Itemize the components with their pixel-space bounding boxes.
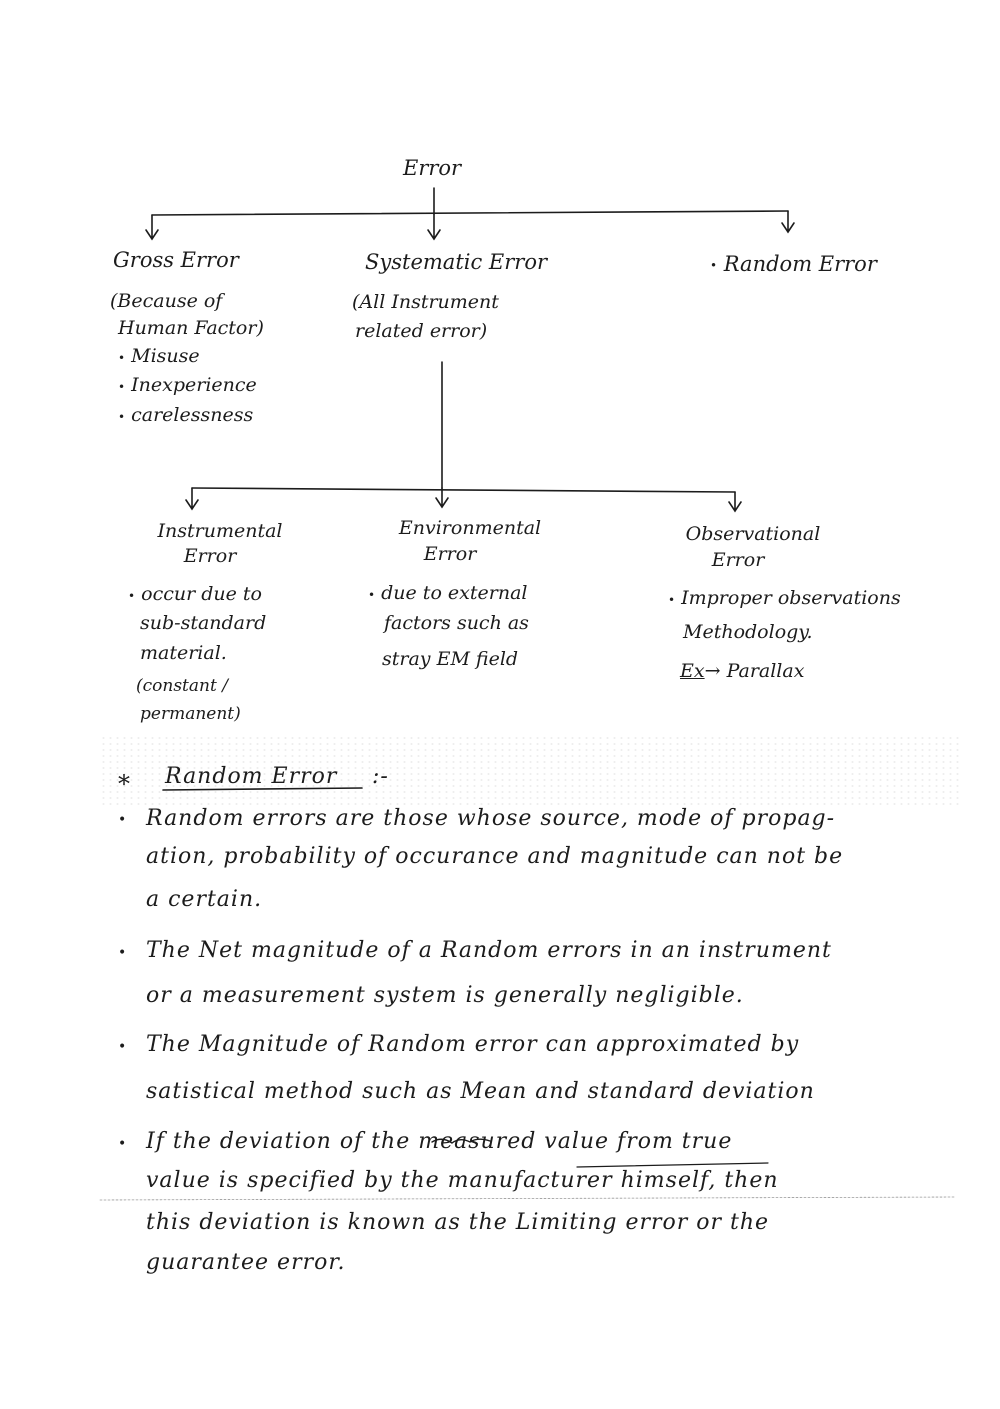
root-node-error: Error	[403, 156, 462, 180]
gross-bullet-carelessness: • carelessness	[118, 404, 254, 426]
systematic-note-line-1: (All Instrument	[352, 291, 499, 313]
observational-drop-line	[729, 492, 741, 511]
example-arrow-icon: →	[704, 660, 721, 682]
environmental-title-line-1: Environmental	[398, 517, 542, 539]
observational-title-line-2: Error	[711, 549, 765, 571]
example-label: Ex	[680, 660, 705, 682]
point-4-line-1: If the deviation of the measured value from true	[146, 1129, 733, 1154]
systematic-error-title: Systematic Error	[365, 250, 548, 274]
gross-bullet-inexperience: • Inexperience	[118, 374, 257, 396]
observational-desc-2: Methodology.	[683, 621, 813, 643]
point-1-line-1: Random errors are those whose source, mode of propag-	[146, 806, 836, 831]
bullet-point-4: •	[118, 1136, 128, 1152]
random-drop-line	[782, 211, 794, 232]
point-4-line-3: this deviation is known as the Limiting error or the	[146, 1210, 770, 1235]
top-branch-line	[152, 211, 788, 215]
section-heading: Random Error	[165, 764, 338, 789]
systematic-note-line-2: related error)	[355, 320, 488, 342]
observational-title-line-1: Observational	[685, 523, 821, 545]
gross-bullet-misuse: • Misuse	[118, 345, 200, 367]
observational-desc-1: • Improper observations	[668, 587, 901, 609]
random-error-title	[710, 254, 877, 275]
section-heading-suffix: :-	[372, 764, 389, 789]
instrumental-desc-3: material.	[140, 642, 227, 664]
instrumental-desc-4: (constant /	[136, 676, 228, 696]
instrumental-desc-5: permanent)	[140, 704, 241, 724]
environmental-desc-3: stray EM field	[382, 648, 519, 670]
systematic-drop-line	[428, 214, 440, 239]
bullet-point-1: •	[118, 812, 128, 828]
instrumental-desc-1: • occur due to	[128, 583, 262, 605]
gross-error-title: Gross Error	[113, 248, 239, 272]
scan-rule-line	[100, 1197, 955, 1200]
gross-note-line-2: Human Factor)	[118, 317, 264, 339]
point-3-line-1: The Magnitude of Random error can approximated by	[146, 1032, 800, 1057]
point-4-line-2: value is specified by the manufacturer himself, then	[146, 1168, 779, 1193]
point-3-line-2: satistical method such as Mean and standard deviation	[146, 1079, 815, 1104]
manufacturer-underline	[577, 1163, 768, 1167]
instrumental-drop-line	[186, 488, 198, 509]
environmental-desc-2: factors such as	[384, 612, 529, 634]
point-1-line-3: a certain.	[146, 887, 263, 912]
random-error-dot: •	[710, 258, 718, 273]
random-error-label: Random Error	[723, 252, 877, 276]
second-branch-line	[192, 488, 735, 492]
gross-drop-line	[146, 215, 158, 239]
point-1-line-2: ation, probability of occurance and magnitude can not be	[146, 844, 844, 869]
instrumental-title-line-1: Instrumental	[157, 520, 283, 542]
environmental-title-line-2: Error	[423, 543, 477, 565]
bullet-point-3: •	[118, 1039, 128, 1055]
instrumental-desc-2: sub-standard	[140, 612, 267, 634]
section-star: *	[118, 770, 131, 798]
environmental-drop-line	[436, 488, 448, 507]
point-2-line-1: The Net magnitude of a Random errors in an instrument	[146, 938, 832, 963]
observational-example	[680, 662, 804, 681]
bullet-point-2: •	[118, 945, 128, 961]
environmental-desc-1: • due to external	[368, 582, 528, 604]
point-4-line-4: guarantee error.	[146, 1250, 346, 1275]
gross-note-line-1: (Because of	[110, 290, 223, 312]
instrumental-title-line-2: Error	[183, 545, 237, 567]
example-value: Parallax	[726, 660, 805, 682]
point-2-line-2: or a measurement system is generally negligible.	[146, 983, 744, 1008]
